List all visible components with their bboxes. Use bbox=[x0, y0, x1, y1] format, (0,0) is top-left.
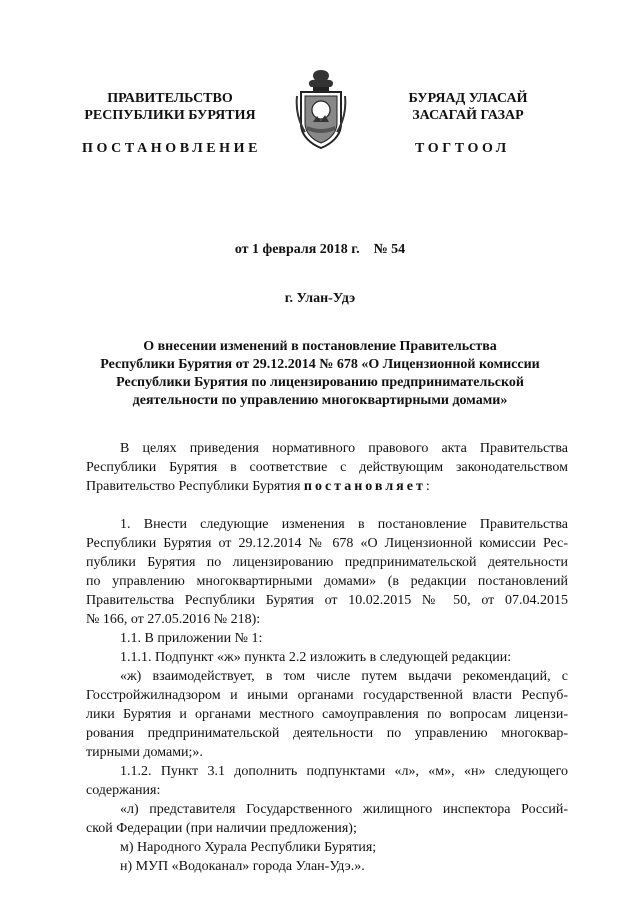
item-zh-line: рования предпринимательской деятельности по управлению многоквар- bbox=[86, 726, 568, 741]
preamble bbox=[86, 439, 568, 496]
issuer-ru-line1: ПРАВИТЕЛЬСТВО bbox=[107, 91, 233, 106]
issuer-bua-line1: БУРЯАД УЛАСАЙ bbox=[408, 91, 528, 106]
doc-number: № 54 bbox=[373, 242, 406, 257]
item-l-line: ской Федерации (при наличии предложения); bbox=[86, 821, 357, 836]
issuer-bua bbox=[378, 90, 558, 124]
item-zh-line: лики Бурятия и органами местного самоуправления по вопросам лицензи- bbox=[86, 707, 568, 722]
item-1-line: № 166, от 27.05.2016 № 218): bbox=[86, 612, 261, 627]
item-1-1: 1.1. В приложении № 1: bbox=[120, 631, 263, 646]
doc-title bbox=[0, 338, 640, 410]
coat-of-arms-of-buryatia-icon bbox=[295, 66, 347, 150]
item-zh-line: тирными домами;». bbox=[86, 745, 203, 760]
title-line: О внесении изменений в постановление Правительства bbox=[143, 339, 497, 354]
title-line: Республики Бурятия от 29.12.2014 № 678 «О Лицензионной комиссии bbox=[100, 357, 540, 372]
item-1-line: публики Бурятия по лицензированию предпринимательской деятельности bbox=[86, 555, 568, 570]
item-zh-line: Госстройжилнадзором и иными органами государственной власти Респуб- bbox=[86, 688, 568, 703]
item-1-line: Республики Бурятия от 29.12.2014 № 678 «О Лицензионной комиссии Рес- bbox=[86, 536, 568, 551]
item-1-line: 1. Внести следующие изменения в постановление Правительства bbox=[120, 517, 568, 532]
doc-type-ru: ПОСТАНОВЛЕНИЕ bbox=[82, 141, 262, 156]
issuer-ru-line2: РЕСПУБЛИКИ БУРЯТИЯ bbox=[84, 108, 256, 123]
preamble-decree-word: постановляет bbox=[303, 479, 426, 494]
item-n: н) МУП «Водоканал» города Улан-Удэ.». bbox=[120, 859, 365, 874]
item-1-line: по управлению многоквартирными домами» (в редакции постановлений bbox=[86, 574, 568, 589]
item-1-line: Правительства Республики Бурятия от 10.02.2015 № 50, от 07.04.2015 bbox=[86, 593, 568, 608]
item-1 bbox=[86, 515, 568, 876]
issuer-bua-line2: ЗАСАГАЙ ГАЗАР bbox=[412, 108, 524, 123]
title-line: Республики Бурятия по лицензированию предпринимательской bbox=[116, 375, 524, 390]
doc-date: от 1 февраля 2018 г. bbox=[234, 242, 360, 257]
preamble-prefix: Правительство Республики Бурятия bbox=[86, 479, 304, 494]
item-l-line: «л) представителя Государственного жилищного инспектора Россий- bbox=[120, 802, 568, 817]
doc-city: г. Улан-Удэ bbox=[284, 291, 356, 306]
doc-type-bua: ТОГТООЛ bbox=[415, 141, 510, 156]
preamble-line bbox=[86, 477, 568, 496]
item-m: м) Народного Хурала Республики Бурятия; bbox=[120, 840, 377, 855]
item-1-1-1: 1.1.1. Подпункт «ж» пункта 2.2 изложить в следующей редакции: bbox=[120, 650, 512, 665]
preamble-line: В целях приведения нормативного правового акта Правительства bbox=[120, 441, 568, 456]
preamble-line: Республики Бурятия в соответствие с действующим законодательством bbox=[86, 460, 568, 475]
item-1-1-2-line: содержания: bbox=[86, 783, 161, 798]
item-zh-line: «ж) взаимодействует, в том числе путем выдачи рекомендаций, с bbox=[120, 669, 568, 684]
issuer-ru bbox=[80, 90, 260, 124]
title-line: деятельности по управлению многоквартирными домами» bbox=[132, 393, 508, 408]
preamble-suffix: : bbox=[425, 479, 430, 494]
item-1-1-2-line: 1.1.2. Пункт 3.1 дополнить подпунктами «л», «м», «н» следующего bbox=[120, 764, 568, 779]
date-line bbox=[0, 241, 640, 259]
